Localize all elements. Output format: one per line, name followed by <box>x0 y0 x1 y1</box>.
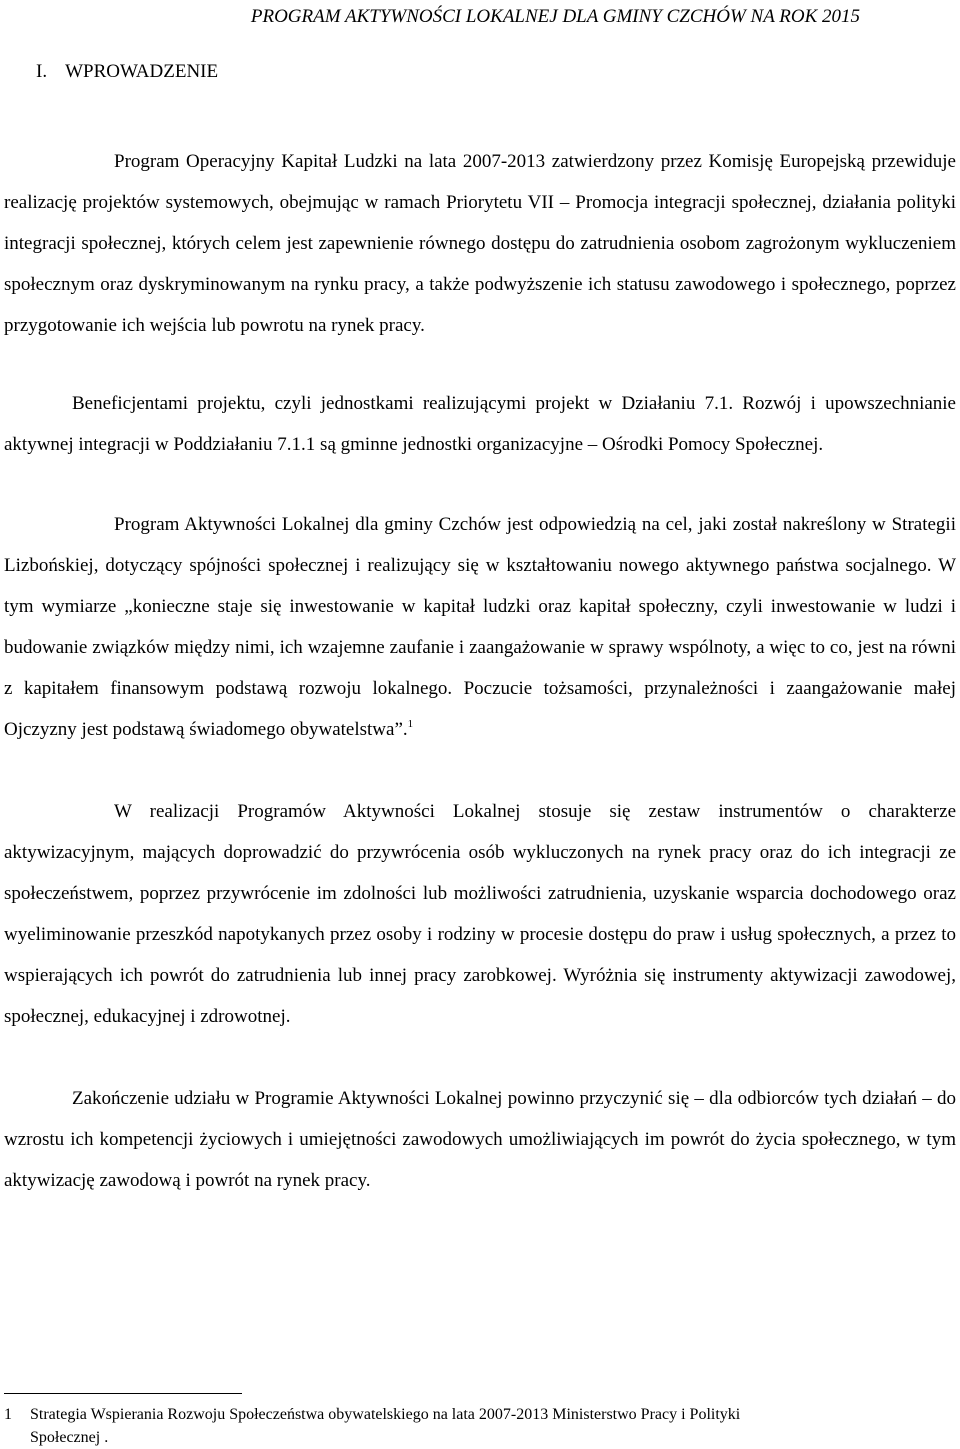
running-header: PROGRAM AKTYWNOŚCI LOKALNEJ DLA GMINY CZCHÓW NA ROK 2015 <box>250 6 860 27</box>
paragraph-intro: Program Operacyjny Kapitał Ludzki na lata 2007-2013 zatwierdzony przez Komisję Europejską przewiduje realizację projektów systemowych, obejmując w ramach Priorytetu VII – Promocja integracji społecznej, działania polityki integracji społecznej, których celem jest zapewnienie równego dostępu do zatrudnienia osobom zagrożonym wykluczeniem społecznym oraz dyskryminowanym na rynku pracy, a także podwyższenie ich statusu zawodowego i społecznego, poprzez przygotowanie ich wejścia lub powrotu na rynek pracy. <box>4 151 956 336</box>
paragraph-program-czchow <box>4 504 956 750</box>
paragraph-program-czchow-text: Program Aktywności Lokalnej dla gminy Czchów jest odpowiedzią na cel, jaki został nakreślony w Strategii Lizbońskiej, dotyczący spójności społecznej i realizujący się w kształtowaniu nowego aktywnego państwa socjalnego. W tym wymiarze „konieczne staje się inwestowanie w kapitał ludzki oraz kapitał społeczny, czyli inwestowanie w ludzi i budowanie związków między nimi, ich wzajemne zaufanie i zaangażowanie w sprawy wspólnoty, a więc to co, jest na równi z kapitałem finansowym podstawą rozwoju lokalnego. Poczucie tożsamości, przynależności i zaangażowanie małej Ojczyzny jest podstawą świadomego obywatelstwa”. <box>4 514 956 740</box>
footnote <box>4 1403 956 1449</box>
section-title: WPROWADZENIE <box>65 61 219 82</box>
footnote-separator <box>4 1393 242 1394</box>
footnote-text-line1: Strategia Wspierania Rozwoju Społeczeństwa obywatelskiego na lata 2007-2013 Ministerstwo Pracy i Polityki <box>30 1406 741 1423</box>
footnote-reference: 1 <box>407 718 414 730</box>
footnote-number: 1 <box>4 1406 12 1423</box>
section-number: I. <box>36 61 48 82</box>
section-heading <box>36 61 218 83</box>
paragraph-instruments: W realizacji Programów Aktywności Lokalnej stosuje się zestaw instrumentów o charakterze aktywizacyjnym, mających doprowadzić do przywrócenia osób wykluczonych na rynek pracy oraz do ich integracji ze społeczeństwem, poprzez przywrócenie im zdolności lub możliwości zatrudnienia, uzyskanie wsparcia dochodowego oraz wyeliminowanie przeszkód napotykanych przez osoby i rodziny w procesie dostępu do praw i usług społecznych, a przez to wspierających ich powrót do zatrudnienia lub innej pracy zarobkowej. Wyróżnia się instrumenty aktywizacji zawodowej, społecznej, edukacyjnej i zdrowotnej. <box>4 801 956 1027</box>
paragraph-beneficiaries: Beneficjentami projektu, czyli jednostkami realizującymi projekt w Działaniu 7.1. Rozwój i upowszechnianie aktywnej integracji w Poddziałaniu 7.1.1 są gminne jednostki organizacyjne – Ośrodki Pomocy Społecznej. <box>4 393 956 455</box>
footnote-text-line2: Społecznej . <box>30 1429 109 1446</box>
paragraph-conclusion: Zakończenie udziału w Programie Aktywności Lokalnej powinno przyczynić się – dla odbiorców tych działań – do wzrostu ich kompetencji życiowych i umiejętności zawodowych umożliwiających im powrót do życia społecznego, w tym aktywizację zawodową i powrót na rynek pracy. <box>4 1088 956 1191</box>
